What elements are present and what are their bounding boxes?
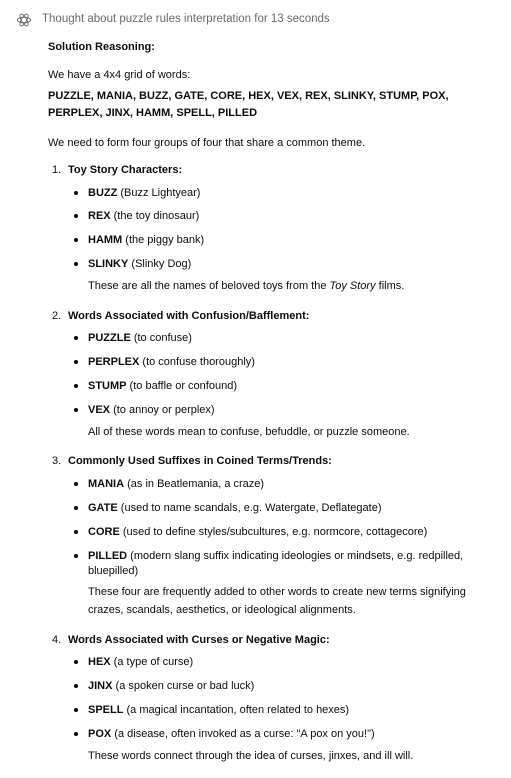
- thought-label: Thought about puzzle rules interpretation for 13 seconds: [42, 13, 330, 26]
- group-summary: These words connect through the idea of curses, jinxes, and ill will.: [88, 749, 414, 762]
- word-description: (modern slang suffix indicating ideologies or mindsets, e.g. redpilled, bluepilled): [88, 549, 464, 577]
- list-item: [68, 703, 498, 718]
- group-number: 4.: [52, 633, 62, 646]
- bullet-icon: [74, 708, 78, 712]
- word-term: GATE: [88, 502, 118, 515]
- bullet-icon: [74, 684, 78, 688]
- group-title: Words Associated with Curses or Negative Magic:: [68, 633, 330, 646]
- group-item: [48, 163, 498, 296]
- word-description: (to confuse): [130, 332, 192, 345]
- word-description: (as in Beatlemania, a craze): [124, 478, 265, 491]
- bullet-icon: [74, 384, 78, 388]
- list-item: [68, 679, 498, 694]
- intro-text: We have a 4x4 grid of words:: [48, 68, 191, 81]
- group-word-list: [68, 477, 498, 619]
- word-description: (used to define styles/subcultures, e.g. normcore, cottagecore): [119, 525, 428, 538]
- word-term: BUZZ: [88, 186, 118, 199]
- bullet-icon: [74, 214, 78, 218]
- word-term: REX: [88, 210, 111, 223]
- bullet-icon: [74, 554, 78, 558]
- group-number: 2.: [52, 309, 62, 322]
- word-term: SLINKY: [88, 258, 129, 271]
- word-description: (a spoken curse or bad luck): [112, 680, 255, 693]
- word-description: (a type of curse): [110, 656, 194, 669]
- group-title: Toy Story Characters:: [68, 163, 183, 176]
- bullet-icon: [74, 262, 78, 266]
- word-term: STUMP: [88, 380, 127, 393]
- word-term: SPELL: [88, 704, 124, 717]
- word-description: (the piggy bank): [122, 234, 205, 247]
- word-description: (to baffle or confound): [126, 380, 237, 393]
- list-item: [68, 331, 498, 346]
- list-item: [68, 209, 498, 224]
- list-item: [68, 403, 498, 441]
- response-body: [48, 40, 498, 778]
- group-number: 1.: [52, 163, 62, 176]
- word-term: PILLED: [88, 549, 128, 562]
- word-description: (a disease, often invoked as a curse: "A pox on you!"): [111, 727, 375, 740]
- group-list: [48, 163, 498, 766]
- word-term: HAMM: [88, 234, 123, 247]
- group-item: [48, 309, 498, 442]
- word-term: CORE: [88, 525, 120, 538]
- group-summary: These four are frequently added to other words to create new terms signifying crazes, scandals, aesthetics, or ideological alignments.: [88, 586, 466, 616]
- word-term: PUZZLE: [88, 332, 131, 345]
- bullet-icon: [74, 506, 78, 510]
- word-term: JINX: [88, 680, 113, 693]
- word-term: VEX: [88, 403, 111, 416]
- word-term: MANIA: [88, 478, 125, 491]
- summary-text-end: films.: [375, 279, 405, 292]
- word-description: (used to name scandals, e.g. Watergate, Deflategate): [117, 502, 382, 515]
- group-word-list: [68, 655, 498, 765]
- bullet-icon: [74, 238, 78, 242]
- group-title: Commonly Used Suffixes in Coined Terms/Trends:: [68, 455, 332, 468]
- word-term: POX: [88, 727, 112, 740]
- list-item: [68, 379, 498, 394]
- thinking-icon: [16, 12, 32, 28]
- group-item: [48, 633, 498, 766]
- word-description: (a magical incantation, often related to hexes): [123, 704, 350, 717]
- group-summary: [88, 278, 498, 296]
- bullet-icon: [74, 732, 78, 736]
- list-item: [68, 501, 498, 516]
- bullet-icon: [74, 482, 78, 486]
- thought-summary-toggle[interactable]: [16, 12, 330, 28]
- group-title: Words Associated with Confusion/Bafflement:: [68, 309, 310, 322]
- summary-emphasis: Toy Story: [329, 279, 376, 292]
- word-description: (Buzz Lightyear): [117, 186, 201, 199]
- bullet-icon: [74, 360, 78, 364]
- list-item: [68, 655, 498, 670]
- list-item: [68, 477, 498, 492]
- list-item: [68, 525, 498, 540]
- word-term: PERPLEX: [88, 356, 140, 369]
- list-item: [68, 549, 498, 620]
- list-item: [68, 727, 498, 765]
- group-number: 3.: [52, 455, 62, 468]
- word-description: (to confuse thoroughly): [139, 356, 255, 369]
- bullet-icon: [74, 660, 78, 664]
- group-summary: All of these words mean to confuse, befuddle, or puzzle someone.: [88, 425, 410, 438]
- list-item: [68, 186, 498, 201]
- bullet-icon: [74, 191, 78, 195]
- group-word-list: [68, 186, 498, 296]
- group-word-list: [68, 331, 498, 441]
- task-statement: We need to form four groups of four that share a common theme.: [48, 136, 366, 149]
- list-item: [68, 355, 498, 370]
- word-description: (the toy dinosaur): [110, 210, 200, 223]
- list-item: [68, 257, 498, 295]
- list-item: [68, 233, 498, 248]
- word-description: (Slinky Dog): [128, 258, 192, 271]
- summary-text: These are all the names of beloved toys from the: [88, 279, 330, 292]
- bullet-icon: [74, 336, 78, 340]
- bullet-icon: [74, 530, 78, 534]
- group-item: [48, 454, 498, 619]
- solution-heading: Solution Reasoning:: [48, 41, 155, 53]
- word-list: PUZZLE, MANIA, BUZZ, GATE, CORE, HEX, VEX, REX, SLINKY, STUMP, POX, PERPLEX, JINX, HAMM, SPELL, PILLED: [48, 89, 449, 120]
- bullet-icon: [74, 408, 78, 412]
- word-description: (to annoy or perplex): [110, 403, 215, 416]
- word-term: HEX: [88, 656, 111, 669]
